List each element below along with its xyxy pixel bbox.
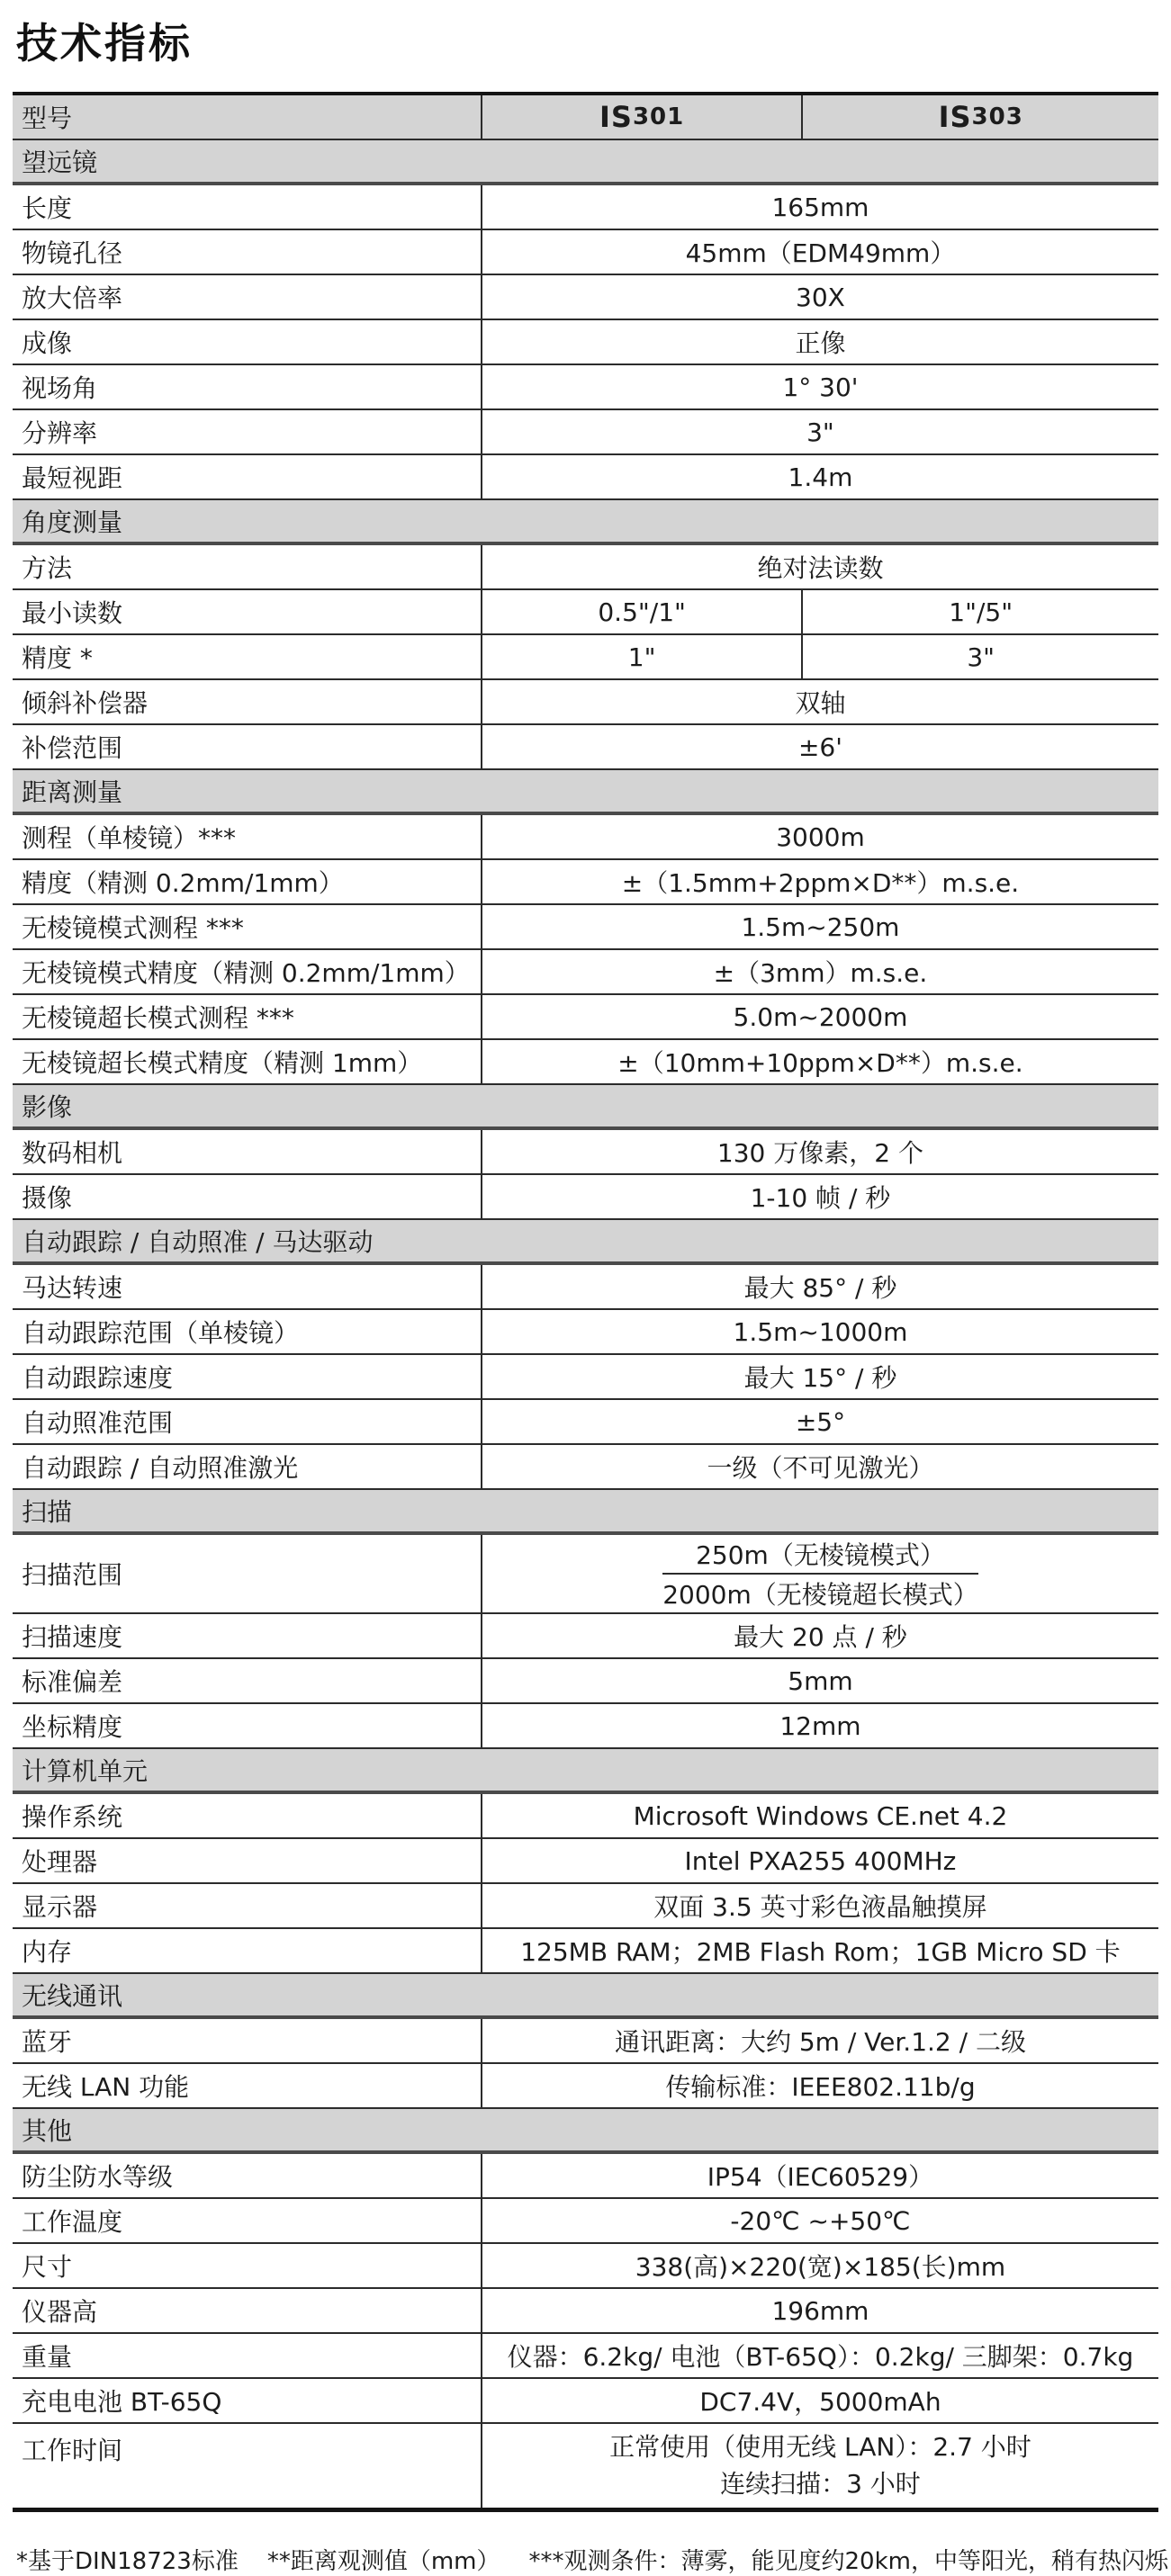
row-value: ±（3mm）m.s.e. bbox=[713, 958, 928, 988]
row-value: DC7.4V，5000mAh bbox=[699, 2387, 941, 2417]
table-row bbox=[13, 633, 1158, 678]
row-label: 坐标精度 bbox=[13, 1704, 482, 1747]
row-label: 精度 * bbox=[13, 635, 482, 678]
table-row bbox=[13, 1353, 1158, 1398]
row-label: 标准偏差 bbox=[13, 1659, 482, 1702]
row-value: 双轴 bbox=[795, 688, 846, 718]
table-row bbox=[13, 1927, 1158, 1972]
value-line: 连续扫描：3 小时 bbox=[720, 2468, 921, 2499]
table-row bbox=[13, 1612, 1158, 1657]
row-label: 处理器 bbox=[13, 1839, 482, 1882]
row-value: 250m（无棱镜模式） bbox=[696, 1540, 945, 1570]
row-label: 自动跟踪速度 bbox=[13, 1355, 482, 1398]
row-label: 无线 LAN 功能 bbox=[13, 2064, 482, 2107]
table-row bbox=[13, 1130, 1158, 1173]
row-value-stack bbox=[482, 1535, 1158, 1612]
model-name-is301 bbox=[482, 95, 803, 139]
table-row bbox=[13, 903, 1158, 948]
table-row bbox=[13, 1398, 1158, 1443]
table-row bbox=[13, 274, 1158, 319]
row-value: 1.5m~250m bbox=[741, 911, 900, 942]
row-value: 125MB RAM；2MB Flash Rom；1GB Micro SD 卡 bbox=[520, 1937, 1121, 1967]
row-value: 2000m（无棱镜超长模式） bbox=[662, 1573, 978, 1612]
table-row bbox=[13, 2287, 1158, 2332]
table-row bbox=[13, 2377, 1158, 2422]
model-number: 303 bbox=[971, 103, 1023, 130]
row-label: 长度 bbox=[13, 185, 482, 229]
row-label: 数码相机 bbox=[13, 1130, 482, 1173]
section-header: 距离测量 bbox=[13, 768, 1158, 815]
row-label: 自动跟踪范围（单棱镜） bbox=[13, 1310, 482, 1353]
row-value: ±（10mm+10ppm×D**）m.s.e. bbox=[617, 1048, 1023, 1078]
row-label: 方法 bbox=[13, 545, 482, 588]
row-label: 充电电池 BT-65Q bbox=[13, 2379, 482, 2422]
row-value: 传输标准：IEEE802.11b/g bbox=[665, 2072, 976, 2102]
row-value bbox=[482, 2424, 1158, 2508]
row-label: 无棱镜超长模式精度（精测 1mm） bbox=[13, 1040, 482, 1083]
footnote-2: **距离观测值（mm） bbox=[266, 2548, 500, 2576]
table-row bbox=[13, 319, 1158, 364]
table-row bbox=[13, 408, 1158, 453]
table-row bbox=[13, 2197, 1158, 2242]
table-row bbox=[13, 723, 1158, 768]
row-value: 最大 85° / 秒 bbox=[743, 1273, 897, 1303]
footnotes bbox=[16, 2543, 1168, 2576]
section-header: 计算机单元 bbox=[13, 1747, 1158, 1794]
table-row bbox=[13, 2332, 1158, 2377]
row-label: 最小读数 bbox=[13, 590, 482, 633]
footnote-3: ***观测条件：薄雾，能见度约20km，中等阳光，稍有热闪烁 bbox=[528, 2548, 1168, 2576]
row-value: Microsoft Windows CE.net 4.2 bbox=[633, 1800, 1008, 1831]
table-row bbox=[13, 2154, 1158, 2197]
table-row bbox=[13, 1794, 1158, 1837]
row-label: 精度（精测 0.2mm/1mm） bbox=[13, 860, 482, 903]
row-label: 成像 bbox=[13, 320, 482, 364]
table-header-row bbox=[13, 95, 1158, 139]
row-label: 物镜孔径 bbox=[13, 230, 482, 274]
model-name-is303 bbox=[803, 95, 1158, 139]
row-value: 正像 bbox=[795, 328, 846, 358]
row-label: 内存 bbox=[13, 1929, 482, 1972]
row-label: 倾斜补偿器 bbox=[13, 680, 482, 723]
row-value: 1.5m~1000m bbox=[733, 1316, 908, 1347]
table-row bbox=[13, 1308, 1158, 1353]
row-label: 防尘防水等级 bbox=[13, 2154, 482, 2197]
row-value: ±6' bbox=[797, 732, 842, 762]
section-header: 望远镜 bbox=[13, 139, 1158, 185]
table-row bbox=[13, 678, 1158, 723]
row-value: 1.4m bbox=[788, 462, 853, 492]
row-value: 通讯距离：大约 5m / Ver.1.2 / 二级 bbox=[614, 2027, 1026, 2057]
row-value-is303: 3" bbox=[967, 642, 995, 672]
row-value: 338(高)×220(宽)×185(长)mm bbox=[635, 2252, 1006, 2282]
table-row bbox=[13, 1265, 1158, 1308]
table-row bbox=[13, 453, 1158, 498]
table-row bbox=[13, 1038, 1158, 1083]
spec-table bbox=[13, 92, 1158, 2512]
row-label: 无棱镜超长模式测程 *** bbox=[13, 995, 482, 1038]
row-label: 操作系统 bbox=[13, 1794, 482, 1837]
table-row bbox=[13, 2242, 1158, 2287]
section-header: 其他 bbox=[13, 2107, 1158, 2154]
table-row bbox=[13, 948, 1158, 993]
row-value: Intel PXA255 400MHz bbox=[684, 1845, 957, 1876]
table-row bbox=[13, 1837, 1158, 1882]
row-label: 显示器 bbox=[13, 1884, 482, 1927]
model-row-label: 型号 bbox=[13, 95, 482, 139]
table-row bbox=[13, 2062, 1158, 2107]
row-label: 最短视距 bbox=[13, 455, 482, 498]
row-value: 1-10 帧 / 秒 bbox=[750, 1183, 891, 1213]
footnote-1: *基于DIN18723标准 bbox=[16, 2548, 239, 2576]
row-value: 30X bbox=[796, 282, 845, 312]
row-label: 无棱镜模式精度（精测 0.2mm/1mm） bbox=[13, 950, 482, 993]
table-row bbox=[13, 185, 1158, 229]
row-label: 补偿范围 bbox=[13, 725, 482, 768]
row-value: 3000m bbox=[776, 821, 865, 852]
row-label: 分辨率 bbox=[13, 410, 482, 453]
row-value: 最大 15° / 秒 bbox=[743, 1363, 897, 1393]
row-value: 最大 20 点 / 秒 bbox=[734, 1622, 907, 1652]
section-header: 影像 bbox=[13, 1083, 1158, 1130]
row-value: 196mm bbox=[771, 2295, 869, 2326]
table-body bbox=[13, 139, 1158, 2508]
row-label: 无棱镜模式测程 *** bbox=[13, 905, 482, 948]
table-row bbox=[13, 1657, 1158, 1702]
row-value: 1° 30' bbox=[782, 372, 859, 402]
row-value: IP54（IEC60529） bbox=[707, 2162, 934, 2192]
row-value: 5.0m~2000m bbox=[733, 1001, 908, 1032]
row-value: 130 万像素，2 个 bbox=[716, 1138, 923, 1168]
row-label: 扫描速度 bbox=[13, 1614, 482, 1657]
table-row bbox=[13, 229, 1158, 274]
section-header: 扫描 bbox=[13, 1488, 1158, 1535]
model-number: 301 bbox=[632, 103, 685, 130]
row-label: 重量 bbox=[13, 2334, 482, 2377]
row-value: 仪器：6.2kg/ 电池（BT-65Q）：0.2kg/ 三脚架：0.7kg bbox=[507, 2342, 1134, 2372]
section-header: 角度测量 bbox=[13, 498, 1158, 545]
table-row bbox=[13, 364, 1158, 408]
section-header: 自动跟踪 / 自动照准 / 马达驱动 bbox=[13, 1218, 1158, 1265]
row-label: 测程（单棱镜）*** bbox=[13, 815, 482, 858]
table-row bbox=[13, 1173, 1158, 1218]
row-value-is301: 0.5"/1" bbox=[482, 590, 803, 633]
row-label: 自动照准范围 bbox=[13, 1400, 482, 1443]
row-label: 蓝牙 bbox=[13, 2019, 482, 2062]
row-label: 扫描范围 bbox=[13, 1535, 482, 1612]
row-value: -20℃ ~+50℃ bbox=[730, 2205, 911, 2236]
table-row bbox=[13, 1535, 1158, 1612]
row-value: 一级（不可见激光） bbox=[707, 1453, 934, 1483]
table-row bbox=[13, 993, 1158, 1038]
row-value: 45mm（EDM49mm） bbox=[685, 238, 956, 268]
row-value: 3" bbox=[806, 417, 834, 447]
page-title: 技术指标 bbox=[16, 19, 193, 67]
section-header: 无线通讯 bbox=[13, 1972, 1158, 2019]
value-line: 正常使用（使用无线 LAN）：2.7 小时 bbox=[609, 2432, 1031, 2462]
table-row bbox=[13, 588, 1158, 633]
model-prefix: IS bbox=[938, 100, 972, 134]
table-row bbox=[13, 858, 1158, 903]
model-prefix: IS bbox=[599, 100, 633, 134]
row-value: ±（1.5mm+2ppm×D**）m.s.e. bbox=[621, 868, 1020, 898]
table-row bbox=[13, 1702, 1158, 1747]
table-row bbox=[13, 1882, 1158, 1927]
row-label: 尺寸 bbox=[13, 2244, 482, 2287]
row-value-is303: 1"/5" bbox=[949, 597, 1013, 627]
row-label: 视场角 bbox=[13, 365, 482, 408]
row-value: 双面 3.5 英寸彩色液晶触摸屏 bbox=[653, 1892, 987, 1922]
table-row bbox=[13, 2422, 1158, 2508]
row-label: 摄像 bbox=[13, 1175, 482, 1218]
row-value: 5mm bbox=[788, 1665, 853, 1696]
row-label: 马达转速 bbox=[13, 1265, 482, 1308]
row-label: 自动跟踪 / 自动照准激光 bbox=[13, 1445, 482, 1488]
row-value: 绝对法读数 bbox=[757, 553, 884, 583]
table-row bbox=[13, 1443, 1158, 1488]
table-row bbox=[13, 2019, 1158, 2062]
row-value: ±5° bbox=[795, 1406, 846, 1437]
row-value: 12mm bbox=[779, 1710, 861, 1741]
row-label: 工作时间 bbox=[13, 2424, 482, 2508]
row-value-is301: 1" bbox=[482, 635, 803, 678]
row-label: 工作温度 bbox=[13, 2199, 482, 2242]
row-label: 放大倍率 bbox=[13, 275, 482, 319]
row-value: 165mm bbox=[771, 192, 869, 222]
table-row bbox=[13, 815, 1158, 858]
row-label: 仪器高 bbox=[13, 2289, 482, 2332]
table-row bbox=[13, 545, 1158, 588]
